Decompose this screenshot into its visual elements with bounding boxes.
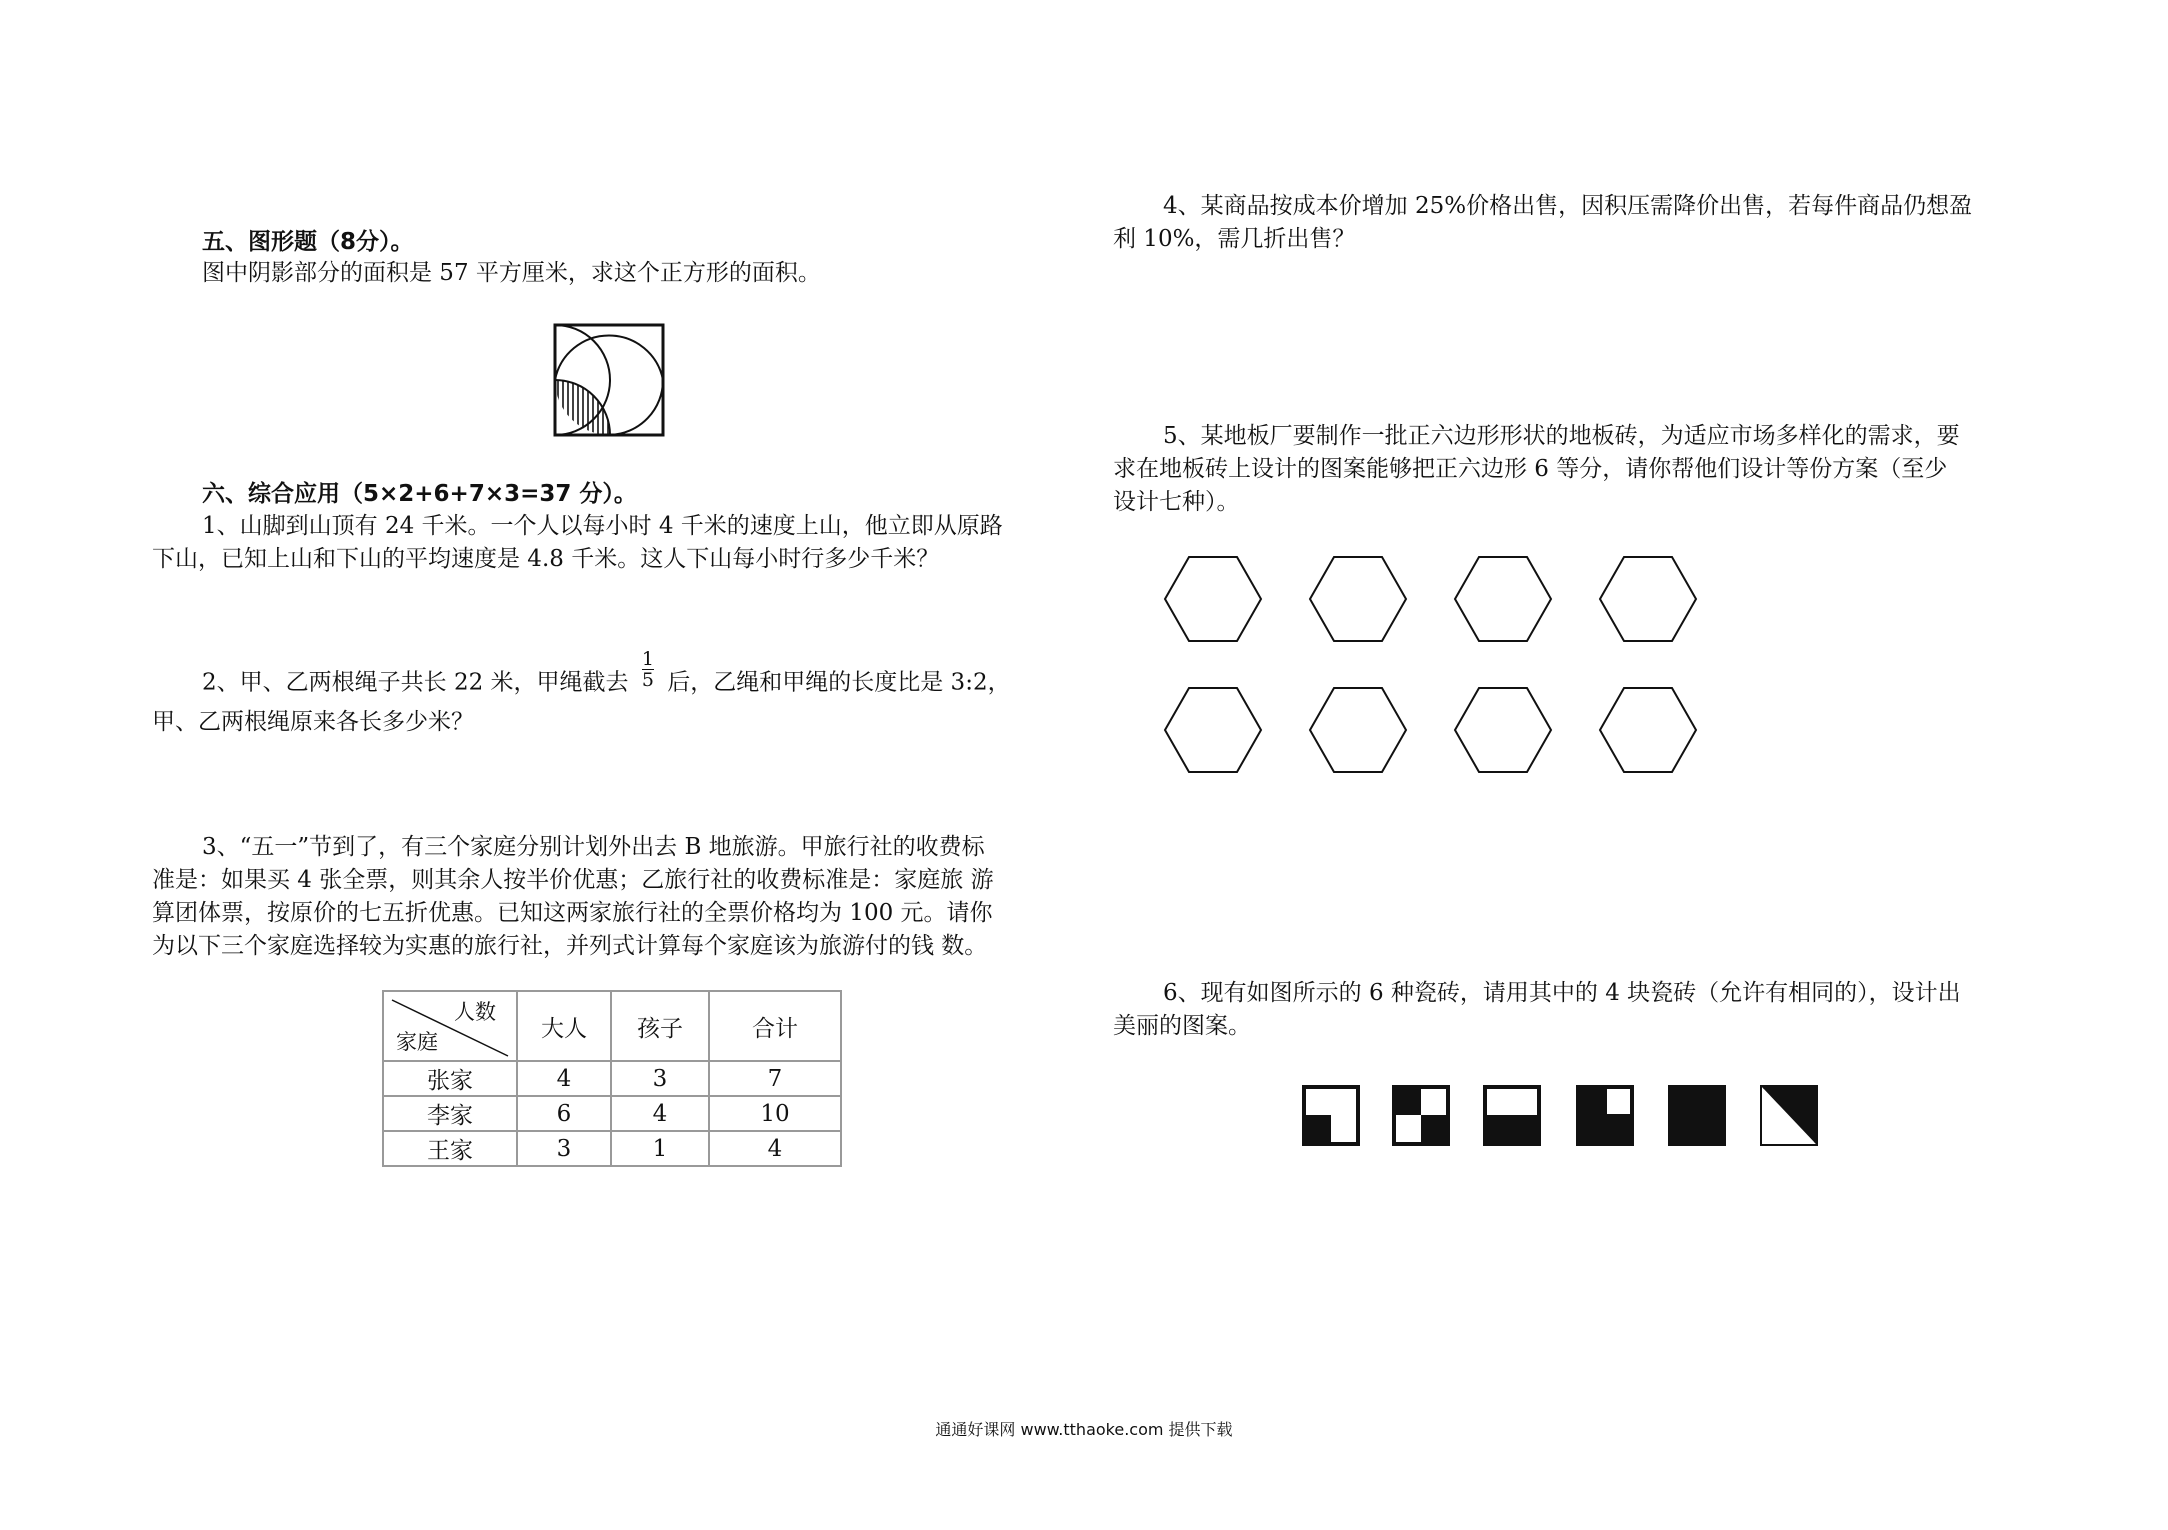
table-cell: 4 — [611, 1096, 709, 1131]
table-header: 合计 — [709, 991, 841, 1061]
tile-full-black — [1670, 1087, 1724, 1144]
table-cell: 李家 — [383, 1096, 517, 1131]
table-cell: 10 — [709, 1096, 841, 1131]
table-corner-cell — [383, 991, 517, 1061]
table-cell: 6 — [517, 1096, 611, 1131]
table-row — [383, 1096, 841, 1131]
section5-title: 五、图形题（8分）。 — [202, 229, 414, 255]
tile-set — [1300, 1082, 1860, 1152]
table-header-row — [383, 991, 841, 1061]
q2-line1 — [202, 648, 1011, 704]
family-table — [382, 990, 842, 1167]
table-cell: 4 — [709, 1131, 841, 1166]
table-cell: 1 — [611, 1131, 709, 1166]
q1-line1: 1、山脚到山顶有 24 千米。一个人以每小时 4 千米的速度上山，他立即从原路 — [202, 513, 1003, 539]
q4-line1: 4、某商品按成本价增加 25%价格出售，因积压需降价出售，若每件商品仍想盈 — [1163, 193, 1973, 219]
corner-bottom-label: 家庭 — [396, 1030, 438, 1054]
tile-quarter-bottom-left — [1304, 1087, 1358, 1144]
tile-three-quarter — [1578, 1087, 1632, 1144]
hexagon-shape — [1310, 688, 1406, 772]
q3-line1: 3、“五一”节到了，有三个家庭分别计划外出去 B 地旅游。甲旅行社的收费标 — [202, 834, 985, 860]
footer-text: 通通好课网 www.tthaoke.com 提供下载 — [935, 1420, 1233, 1439]
hexagon-shape — [1600, 557, 1696, 641]
q3-line2: 准是：如果买 4 张全票，则其余人按半价优惠；乙旅行社的收费标准是：家庭旅 游 — [152, 867, 994, 893]
fraction-denominator: 5 — [641, 669, 654, 691]
table-row — [383, 1131, 841, 1166]
q2-text-before: 2、甲、乙两根绳子共长 22 米，甲绳截去 — [202, 669, 629, 696]
section5-text: 图中阴影部分的面积是 57 平方厘米，求这个正方形的面积。 — [202, 260, 821, 286]
table-cell: 张家 — [383, 1061, 517, 1096]
hexagon-shape — [1310, 557, 1406, 641]
section6-title: 六、综合应用（5×2+6+7×3=37 分）。 — [202, 481, 637, 507]
tile-diagonal — [1762, 1087, 1816, 1144]
hexagon-shape — [1165, 688, 1261, 772]
table-cell: 3 — [611, 1061, 709, 1096]
q5-line3: 设计七种）。 — [1113, 489, 1240, 515]
q5-line1: 5、某地板厂要制作一批正六边形形状的地板砖，为适应市场多样化的需求，要 — [1163, 423, 1960, 449]
tile-half-bottom — [1485, 1087, 1539, 1144]
q3-line3: 算团体票，按原价的七五折优惠。已知这两家旅行社的全票价格均为 100 元。请你 — [152, 900, 993, 926]
q1-line2: 下山，已知上山和下山的平均速度是 4.8 千米。这人下山每小时行多少千米？ — [152, 546, 940, 572]
table-cell: 4 — [517, 1061, 611, 1096]
hexagon-shape — [1600, 688, 1696, 772]
q5-line2: 求在地板砖上设计的图案能够把正六边形 6 等分，请你帮他们设计等份方案（至少 — [1113, 456, 1948, 482]
q2-text-after: 后，乙绳和甲绳的长度比是 3:2， — [667, 669, 1011, 696]
q4-line2: 利 10%，需几折出售？ — [1113, 226, 1356, 252]
fraction-one-fifth — [642, 649, 654, 690]
table-cell: 王家 — [383, 1131, 517, 1166]
tile-checkerboard — [1394, 1087, 1448, 1144]
corner-top-label: 人数 — [454, 1000, 496, 1024]
table-header: 大人 — [517, 991, 611, 1061]
q6-line2: 美丽的图案。 — [1113, 1013, 1251, 1039]
table-row — [383, 1061, 841, 1096]
fraction-numerator: 1 — [641, 648, 654, 670]
hexagon-shape — [1455, 688, 1551, 772]
table-cell: 3 — [517, 1131, 611, 1166]
table-cell: 7 — [709, 1061, 841, 1096]
hexagon-shape — [1165, 557, 1261, 641]
q2-line2: 甲、乙两根绳原来各长多少米？ — [152, 709, 474, 735]
hexagon-grid — [1160, 550, 1710, 780]
hexagon-shape — [1455, 557, 1551, 641]
table-header: 孩子 — [611, 991, 709, 1061]
q3-line4: 为以下三个家庭选择较为实惠的旅行社，并列式计算每个家庭该为旅游付的钱 数。 — [152, 933, 988, 959]
square-arc-figure — [552, 322, 666, 438]
q6-line1: 6、现有如图所示的 6 种瓷砖，请用其中的 4 块瓷砖（允许有相同的），设计出 — [1163, 980, 1961, 1006]
